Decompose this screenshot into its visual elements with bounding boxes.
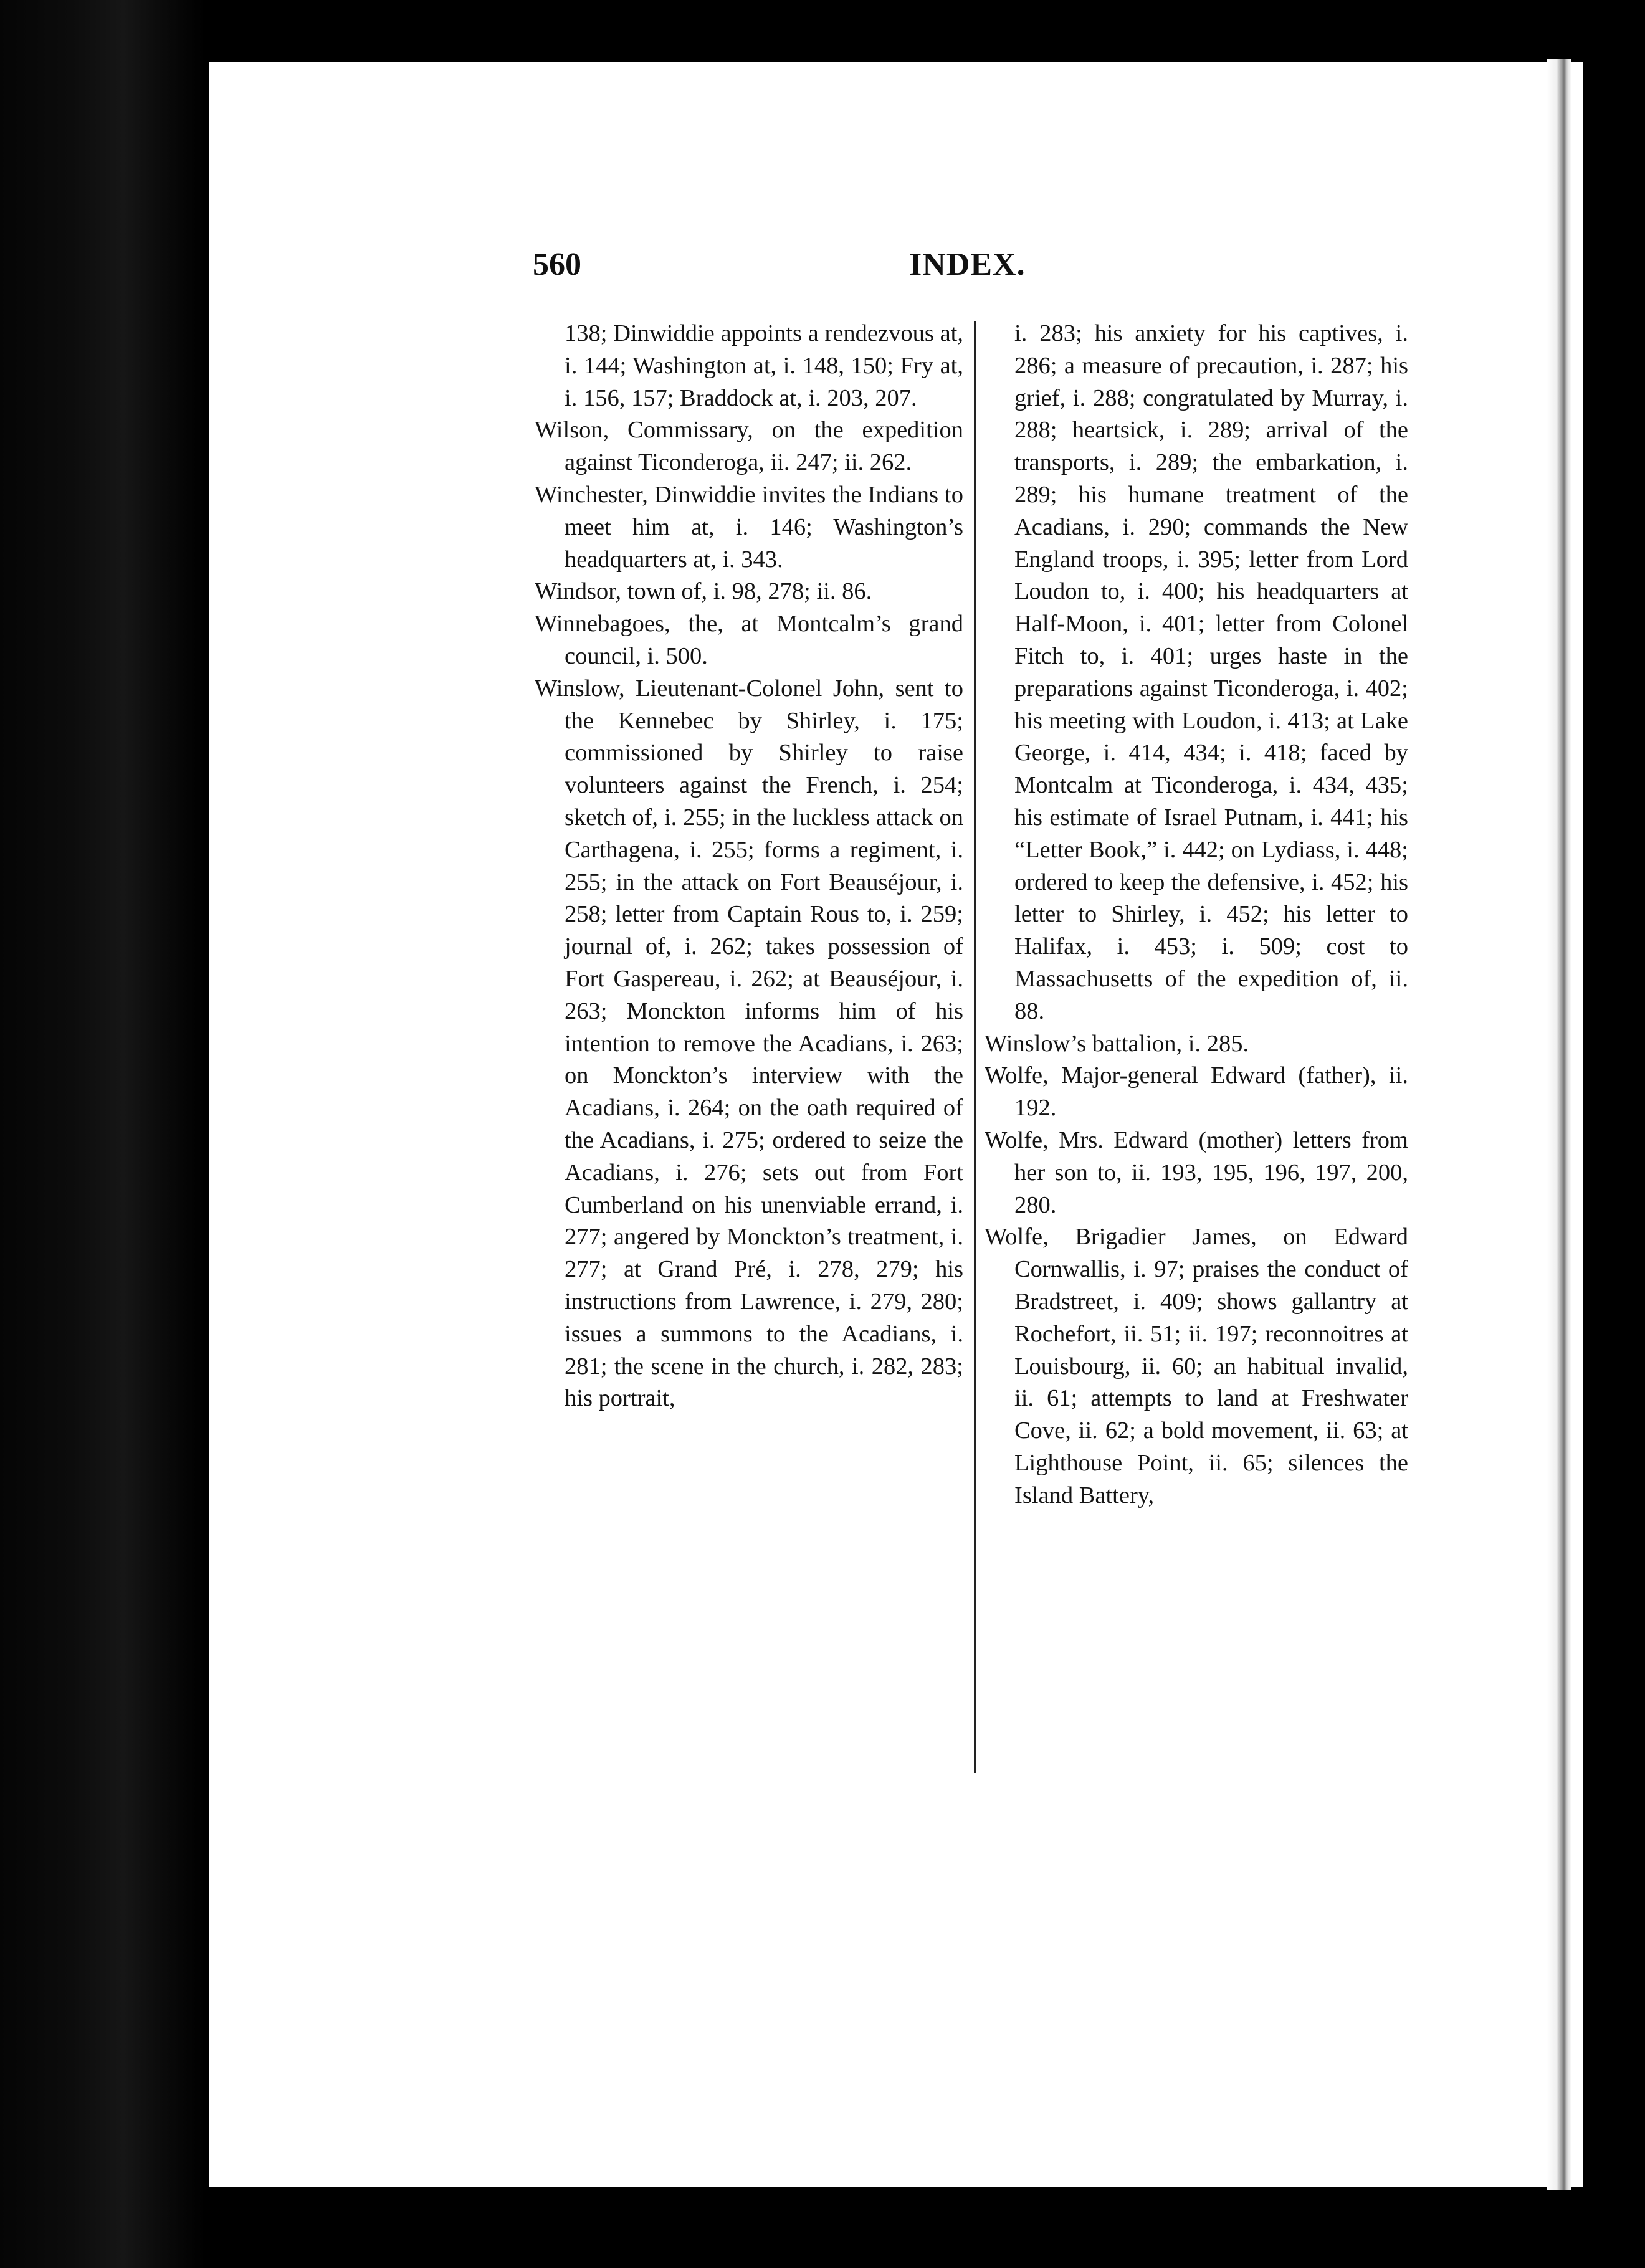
running-head: INDEX. [909, 247, 1026, 282]
index-entry: Winchester, Dinwiddie invites the Indians to meet him at, i. 146; Washington’s headquarters at, i. 343. [535, 481, 963, 573]
index-column-right [985, 318, 1408, 1512]
scan-background [1583, 0, 1645, 2268]
page-fore-edge [1547, 59, 1571, 2190]
index-column-left [535, 318, 963, 1415]
index-entry: Wilson, Commissary, on the expedition against Ticonderoga, ii. 247; ii. 262. [535, 417, 963, 476]
index-entry-continued: i. 283; his anxiety for his captives, i. 286; a measure of precaution, i. 287; his grief, i. 288; congratulated by Murray, i. 288; heartsick, i. 289; arrival of the transports, i. 289; the embarkation, i. 289; his humane treatment of the Acadians, i. 290; commands the New England troops, i. 395; letter from Lord Loudon to, i. 400; his headquarters at Half-Moon, i. 401; letter from Colonel Fitch to, i. 401; urges haste in the preparations against Ticonderoga, i. 402; his meeting with Loudon, i. 413; at Lake George, i. 414, 434; i. 418; faced by Montcalm at Ticonderoga, i. 434, 435; his estimate of Israel Putnam, i. 441; his “Letter Book,” i. 442; on Lydiass, i. 448; ordered to keep the defensive, i. 452; his letter to Shirley, i. 452; his letter to Halifax, i. 453; i. 509; cost to Massachusetts of the expedition of, ii. 88. [1014, 320, 1408, 1024]
index-entry: Wolfe, Major-general Edward (father), ii. 192. [985, 1062, 1408, 1122]
index-entry: Winslow, Lieutenant-Colonel John, sent to the Kennebec by Shirley, i. 175; commissioned by Shirley to raise volunteers against the French, i. 254; sketch of, i. 255; in the luckless attack on Carthagena, i. 255; forms a regiment, i. 255; in the attack on Fort Beauséjour, i. 258; letter from Captain Rous to, i. 259; journal of, i. 262; takes possession of Fort Gaspereau, i. 262; at Beauséjour, i. 263; Monckton informs him of his intention to remove the Acadians, i. 263; on Monckton’s interview with the Acadians, i. 264; on the oath required of the Acadians, i. 275; ordered to seize the Acadians, i. 276; sets out from Fort Cumberland on his unenviable errand, i. 277; angered by Monckton’s treatment, i. 277; at Grand Pré, i. 278, 279; his instructions from Lawrence, i. 279, 280; issues a summons to the Acadians, i. 281; the scene in the church, i. 282, 283; his portrait, [535, 675, 963, 1412]
column-divider [974, 321, 976, 1773]
index-entry: Wolfe, Mrs. Edward (mother) letters from her son to, ii. 193, 195, 196, 197, 200, 280. [985, 1127, 1408, 1218]
index-entry: Winnebagoes, the, at Montcalm’s grand council, i. 500. [535, 611, 963, 669]
index-entry: Wolfe, Brigadier James, on Edward Cornwallis, i. 97; praises the conduct of Bradstreet, i. 409; shows gallantry at Rochefort, ii. 51; ii. 197; reconnoitres at Louisbourg, ii. 60; an habitual invalid, ii. 61; attempts to land at Freshwater Cove, ii. 62; a bold movement, ii. 63; at Lighthouse Point, ii. 65; silences the Island Battery, [985, 1224, 1408, 1508]
index-entry: Winslow’s battalion, i. 285. [985, 1030, 1249, 1057]
page-header [533, 246, 1031, 290]
index-entry-continued: 138; Dinwiddie appoints a rendezvous at, i. 144; Washington at, i. 148, 150; Fry at, i. 156, 157; Braddock at, i. 203, 207. [565, 320, 963, 411]
book-spine-shadow [0, 0, 206, 2268]
page-number: 560 [533, 247, 581, 282]
index-entry: Windsor, town of, i. 98, 278; ii. 86. [535, 578, 872, 605]
